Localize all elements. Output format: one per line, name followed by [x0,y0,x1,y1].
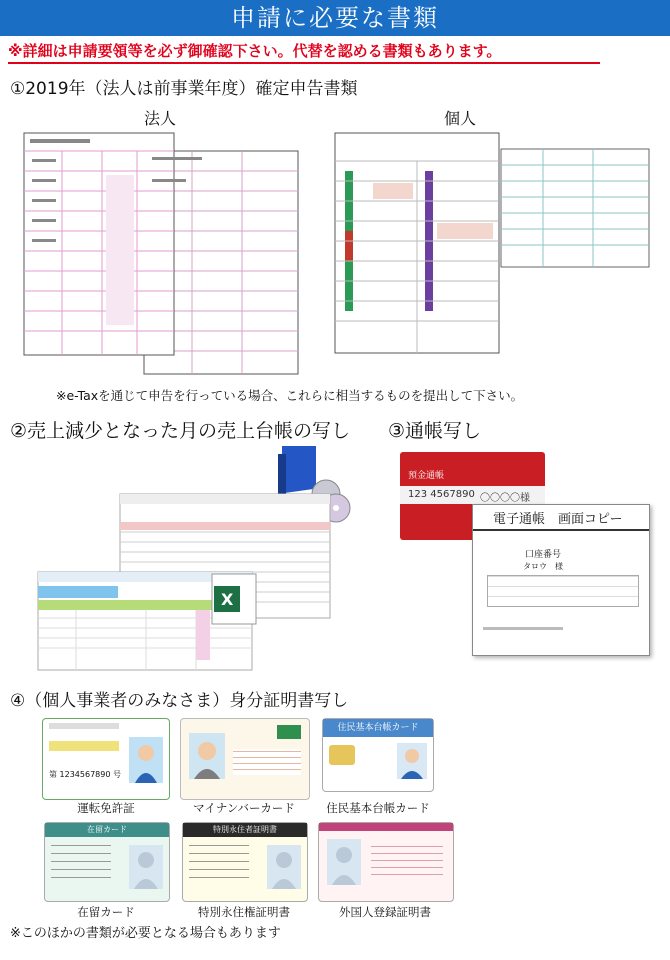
passbook-number: 123 4567890 [408,489,475,500]
etax-note: ※e-Taxを通じて申告を行っている場合、これらに相当するものを提出して下さい。 [56,388,524,403]
juki-card-title: 住民基本台帳カード [323,719,433,737]
zairyu-card-image [44,822,170,902]
card-label-juki: 住民基本台帳カード [326,801,430,815]
person-silhouette-icon [129,845,163,889]
card-label-gaikokujin: 外国人登録証明書 [339,905,431,919]
individual-label: 個人 [443,109,476,128]
person-silhouette-icon [267,845,301,889]
tokubetsu-card-image [182,822,308,902]
corporate-tax-forms-image [22,131,300,376]
ic-chip-icon [329,745,355,765]
zairyu-card-title: 在留カード [45,823,169,837]
warning-note: ※詳細は申請要領等を必ず御確認下さい。代替を認める書類もあります。 [8,42,502,60]
person-photo-icon [129,737,163,783]
tokubetsu-card-title: 特別永住者証明書 [183,823,307,837]
passbook-title: 預金通帳 [408,471,445,481]
section1-heading: ①2019年（法人は前事業年度）確定申告書類 [10,79,358,99]
page-title: 申請に必要な書類 [0,0,670,36]
corporate-label: 法人 [143,109,176,128]
svg-text:X: X [221,590,234,609]
section2-heading: ②売上減少となった月の売上台帳の写し [10,420,351,442]
gaikokujin-card-image [318,822,454,902]
drivers-license-image [42,718,170,800]
section4-heading: ④（個人事業者のみなさま）身分証明書写し [10,691,349,711]
online-passbook-subtitle: 口座番号 [525,550,562,560]
card-label-tokubetsu: 特別永住権証明書 [198,905,290,919]
person-photo-icon [397,743,427,779]
individual-tax-forms-image [333,131,651,356]
passbook-name: 〇〇〇〇様 [480,493,530,504]
card-label-zairyu: 在留カード [77,905,135,919]
person-photo-icon [189,733,225,779]
juki-card-image [322,718,434,792]
section3-heading: ③通帳写し [388,420,482,442]
card-label-drivers-license: 運転免許証 [77,801,135,815]
license-number: 第 1234567890 号 [49,770,121,779]
online-passbook-image [472,504,650,656]
person-silhouette-icon [327,839,361,885]
sales-ledger-image [36,446,360,672]
mynumber-card-image [180,718,310,800]
online-passbook-name: タロウ 様 [523,562,563,571]
footer-note: ※このほかの書類が必要となる場合もあります [10,926,281,941]
card-label-mynumber: マイナンバーカード [193,801,295,815]
online-passbook-title: 電子通帳 画面コピー [493,512,623,527]
warning-underline [8,62,600,64]
